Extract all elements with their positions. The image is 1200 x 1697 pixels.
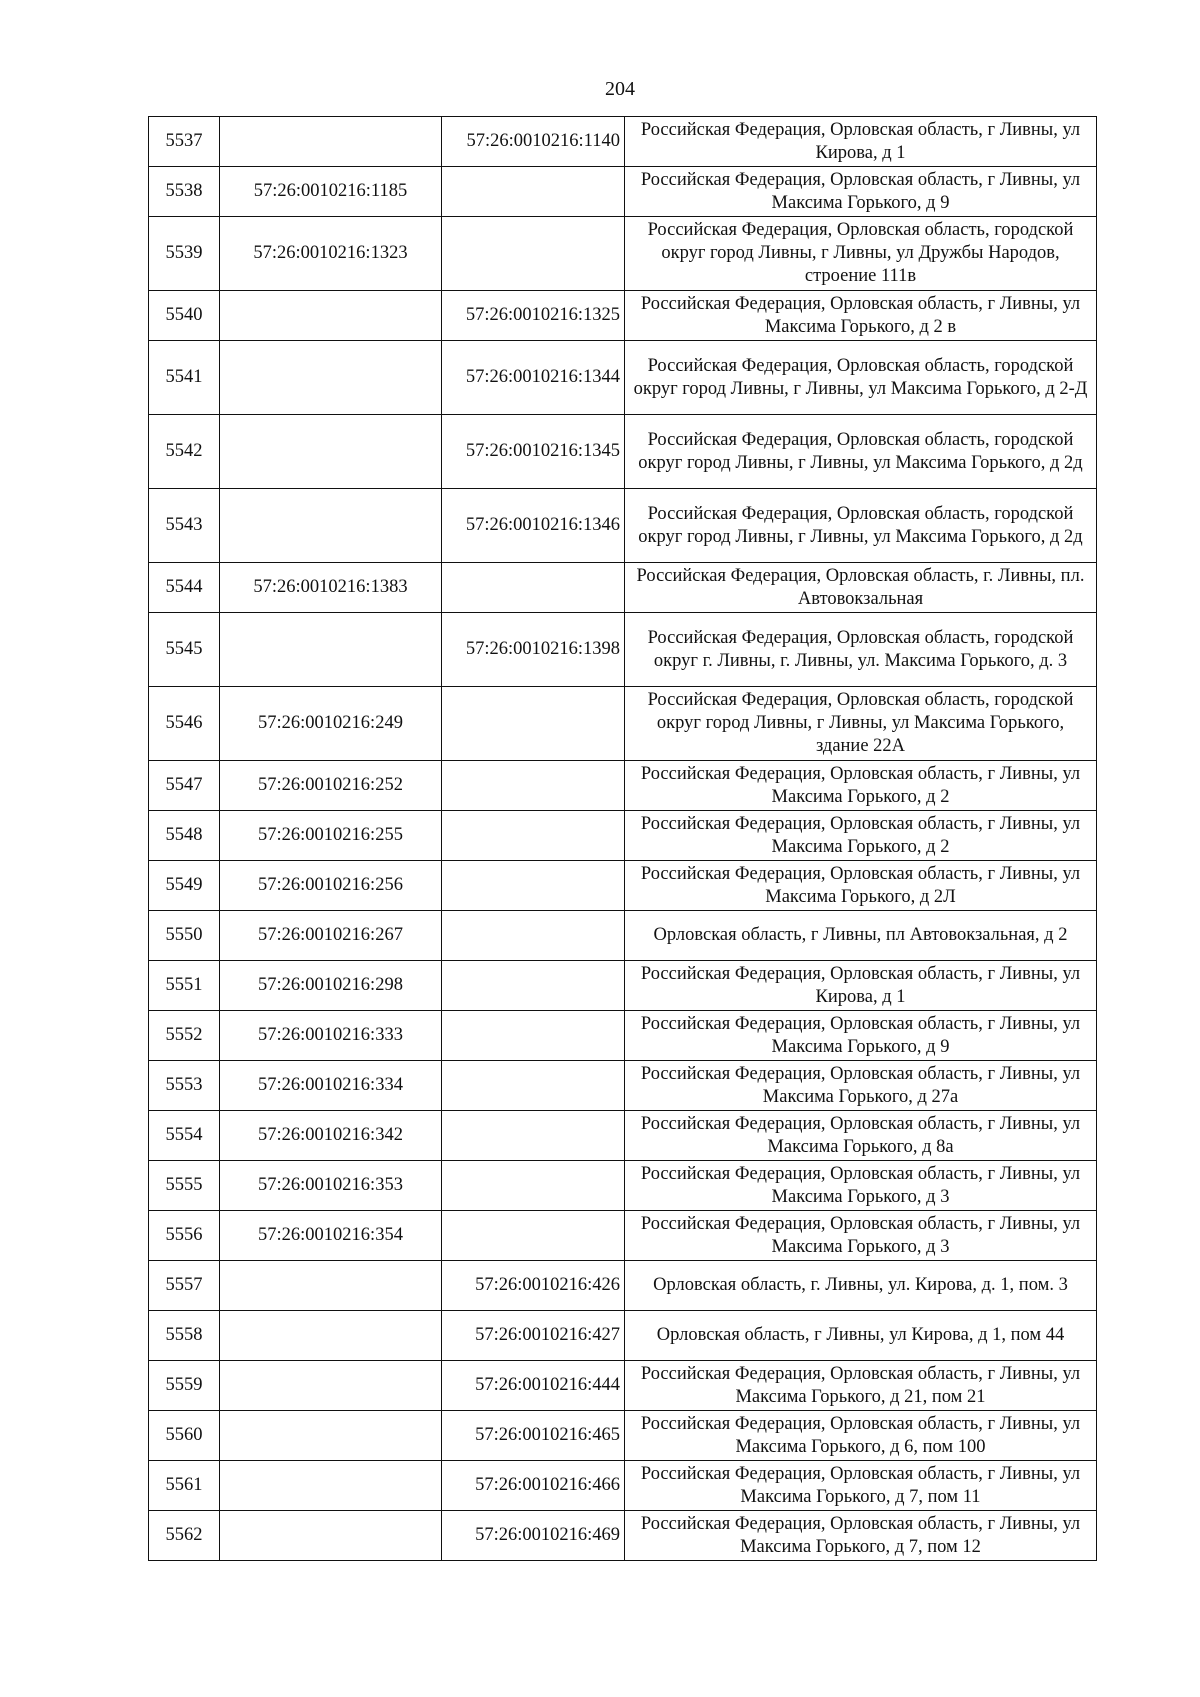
related-cadastral-number-cell: [442, 1211, 625, 1261]
address-cell: Российская Федерация, Орловская область, г Ливны, ул Максима Горького, д 9: [625, 167, 1097, 217]
table-row: [149, 1211, 1097, 1261]
row-number-cell: 5559: [149, 1361, 220, 1411]
table-row: [149, 1161, 1097, 1211]
table-row: [149, 489, 1097, 563]
table-row: [149, 1361, 1097, 1411]
cadastral-number-cell: 57:26:0010216:353: [220, 1161, 442, 1211]
address-cell: Российская Федерация, Орловская область, г Ливны, ул Максима Горького, д 21, пом 21: [625, 1361, 1097, 1411]
row-number-cell: 5551: [149, 961, 220, 1011]
related-cadastral-number-cell: [442, 1161, 625, 1211]
table-row: [149, 687, 1097, 761]
address-cell: Российская Федерация, Орловская область, городской округ город Ливны, г Ливны, ул Максима Горького, д 2д: [625, 415, 1097, 489]
related-cadastral-number-cell: 57:26:0010216:1398: [442, 613, 625, 687]
cadastral-number-cell: [220, 1261, 442, 1311]
address-cell: Орловская область, г. Ливны, ул. Кирова, д. 1, пом. 3: [625, 1261, 1097, 1311]
row-number-cell: 5543: [149, 489, 220, 563]
cadastral-number-cell: [220, 291, 442, 341]
row-number-cell: 5544: [149, 563, 220, 613]
address-cell: Российская Федерация, Орловская область, г Ливны, ул Максима Горького, д 3: [625, 1161, 1097, 1211]
address-cell: Российская Федерация, Орловская область, г Ливны, ул Максима Горького, д 7, пом 11: [625, 1461, 1097, 1511]
cadastral-number-cell: 57:26:0010216:1323: [220, 217, 442, 291]
address-cell: Российская Федерация, Орловская область, г Ливны, ул Максима Горького, д 8а: [625, 1111, 1097, 1161]
row-number-cell: 5547: [149, 761, 220, 811]
row-number-cell: 5548: [149, 811, 220, 861]
address-cell: Российская Федерация, Орловская область, г Ливны, ул Максима Горького, д 2: [625, 811, 1097, 861]
address-cell: Российская Федерация, Орловская область, г Ливны, ул Максима Горького, д 2Л: [625, 861, 1097, 911]
row-number-cell: 5552: [149, 1011, 220, 1061]
related-cadastral-number-cell: 57:26:0010216:1325: [442, 291, 625, 341]
row-number-cell: 5550: [149, 911, 220, 961]
row-number-cell: 5540: [149, 291, 220, 341]
table-row: [149, 117, 1097, 167]
table-row: [149, 1311, 1097, 1361]
related-cadastral-number-cell: 57:26:0010216:469: [442, 1511, 625, 1561]
table-row: [149, 1261, 1097, 1311]
address-cell: Российская Федерация, Орловская область, г Ливны, ул Максима Горького, д 6, пом 100: [625, 1411, 1097, 1461]
address-cell: Российская Федерация, Орловская область, городской округ город Ливны, г Ливны, ул Максима Горького, здание 22А: [625, 687, 1097, 761]
related-cadastral-number-cell: [442, 1061, 625, 1111]
row-number-cell: 5556: [149, 1211, 220, 1261]
table-row: [149, 811, 1097, 861]
cadastral-number-cell: 57:26:0010216:256: [220, 861, 442, 911]
related-cadastral-number-cell: 57:26:0010216:1346: [442, 489, 625, 563]
table-row: [149, 167, 1097, 217]
row-number-cell: 5537: [149, 117, 220, 167]
table-row: [149, 1061, 1097, 1111]
address-cell: Российская Федерация, Орловская область, г. Ливны, пл. Автовокзальная: [625, 563, 1097, 613]
related-cadastral-number-cell: 57:26:0010216:1140: [442, 117, 625, 167]
cadastral-number-cell: 57:26:0010216:255: [220, 811, 442, 861]
address-cell: Российская Федерация, Орловская область, г Ливны, ул Кирова, д 1: [625, 961, 1097, 1011]
related-cadastral-number-cell: 57:26:0010216:444: [442, 1361, 625, 1411]
cadastral-number-cell: 57:26:0010216:334: [220, 1061, 442, 1111]
table-row: [149, 1461, 1097, 1511]
table-row: [149, 613, 1097, 687]
address-cell: Орловская область, г Ливны, пл Автовокзальная, д 2: [625, 911, 1097, 961]
table-row: [149, 761, 1097, 811]
related-cadastral-number-cell: 57:26:0010216:427: [442, 1311, 625, 1361]
row-number-cell: 5542: [149, 415, 220, 489]
related-cadastral-number-cell: 57:26:0010216:1344: [442, 341, 625, 415]
cadastral-number-cell: 57:26:0010216:267: [220, 911, 442, 961]
related-cadastral-number-cell: 57:26:0010216:426: [442, 1261, 625, 1311]
cadastral-number-cell: [220, 1461, 442, 1511]
cadastral-number-cell: 57:26:0010216:342: [220, 1111, 442, 1161]
row-number-cell: 5558: [149, 1311, 220, 1361]
related-cadastral-number-cell: [442, 1011, 625, 1061]
address-cell: Российская Федерация, Орловская область, г Ливны, ул Максима Горького, д 7, пом 12: [625, 1511, 1097, 1561]
related-cadastral-number-cell: [442, 761, 625, 811]
related-cadastral-number-cell: [442, 563, 625, 613]
table-row: [149, 861, 1097, 911]
address-cell: Российская Федерация, Орловская область, г Ливны, ул Кирова, д 1: [625, 117, 1097, 167]
table-row: [149, 911, 1097, 961]
related-cadastral-number-cell: 57:26:0010216:466: [442, 1461, 625, 1511]
row-number-cell: 5553: [149, 1061, 220, 1111]
table-row: [149, 1011, 1097, 1061]
related-cadastral-number-cell: 57:26:0010216:1345: [442, 415, 625, 489]
row-number-cell: 5555: [149, 1161, 220, 1211]
cadastral-number-cell: [220, 489, 442, 563]
row-number-cell: 5538: [149, 167, 220, 217]
related-cadastral-number-cell: [442, 861, 625, 911]
row-number-cell: 5546: [149, 687, 220, 761]
address-cell: Российская Федерация, Орловская область, г Ливны, ул Максима Горького, д 27а: [625, 1061, 1097, 1111]
table-row: [149, 961, 1097, 1011]
cadastral-number-cell: [220, 1411, 442, 1461]
cadastral-number-cell: [220, 117, 442, 167]
related-cadastral-number-cell: [442, 1111, 625, 1161]
row-number-cell: 5557: [149, 1261, 220, 1311]
cadastral-number-cell: 57:26:0010216:354: [220, 1211, 442, 1261]
cadastral-number-cell: [220, 1311, 442, 1361]
row-number-cell: 5562: [149, 1511, 220, 1561]
row-number-cell: 5549: [149, 861, 220, 911]
row-number-cell: 5541: [149, 341, 220, 415]
cadastral-table: [148, 116, 1097, 1561]
cadastral-number-cell: 57:26:0010216:249: [220, 687, 442, 761]
table-row: [149, 1411, 1097, 1461]
related-cadastral-number-cell: [442, 217, 625, 291]
related-cadastral-number-cell: [442, 961, 625, 1011]
cadastral-number-cell: [220, 1361, 442, 1411]
related-cadastral-number-cell: [442, 811, 625, 861]
table-body: [149, 117, 1097, 1561]
related-cadastral-number-cell: [442, 911, 625, 961]
cadastral-number-cell: [220, 1511, 442, 1561]
address-cell: Российская Федерация, Орловская область, г Ливны, ул Максима Горького, д 9: [625, 1011, 1097, 1061]
table-row: [149, 341, 1097, 415]
cadastral-number-cell: 57:26:0010216:298: [220, 961, 442, 1011]
table-row: [149, 1111, 1097, 1161]
cadastral-number-cell: 57:26:0010216:1383: [220, 563, 442, 613]
related-cadastral-number-cell: 57:26:0010216:465: [442, 1411, 625, 1461]
address-cell: Российская Федерация, Орловская область, г Ливны, ул Максима Горького, д 2: [625, 761, 1097, 811]
row-number-cell: 5539: [149, 217, 220, 291]
table-row: [149, 217, 1097, 291]
address-cell: Орловская область, г Ливны, ул Кирова, д 1, пом 44: [625, 1311, 1097, 1361]
table-row: [149, 1511, 1097, 1561]
table-row: [149, 415, 1097, 489]
table-row: [149, 291, 1097, 341]
address-cell: Российская Федерация, Орловская область, городской округ г. Ливны, г. Ливны, ул. Максима Горького, д. 3: [625, 613, 1097, 687]
related-cadastral-number-cell: [442, 167, 625, 217]
row-number-cell: 5554: [149, 1111, 220, 1161]
cadastral-number-cell: [220, 415, 442, 489]
row-number-cell: 5545: [149, 613, 220, 687]
row-number-cell: 5560: [149, 1411, 220, 1461]
address-cell: Российская Федерация, Орловская область, г Ливны, ул Максима Горького, д 3: [625, 1211, 1097, 1261]
cadastral-number-cell: 57:26:0010216:333: [220, 1011, 442, 1061]
address-cell: Российская Федерация, Орловская область, г Ливны, ул Максима Горького, д 2 в: [625, 291, 1097, 341]
cadastral-number-cell: [220, 613, 442, 687]
cadastral-number-cell: [220, 341, 442, 415]
cadastral-number-cell: 57:26:0010216:252: [220, 761, 442, 811]
cadastral-number-cell: 57:26:0010216:1185: [220, 167, 442, 217]
table-row: [149, 563, 1097, 613]
related-cadastral-number-cell: [442, 687, 625, 761]
address-cell: Российская Федерация, Орловская область, городской округ город Ливны, г Ливны, ул Максима Горького, д 2-Д: [625, 341, 1097, 415]
address-cell: Российская Федерация, Орловская область, городской округ город Ливны, г Ливны, ул Дружбы Народов, строение 111в: [625, 217, 1097, 291]
page-number: 204: [605, 78, 635, 100]
row-number-cell: 5561: [149, 1461, 220, 1511]
address-cell: Российская Федерация, Орловская область, городской округ город Ливны, г Ливны, ул Максима Горького, д 2д: [625, 489, 1097, 563]
